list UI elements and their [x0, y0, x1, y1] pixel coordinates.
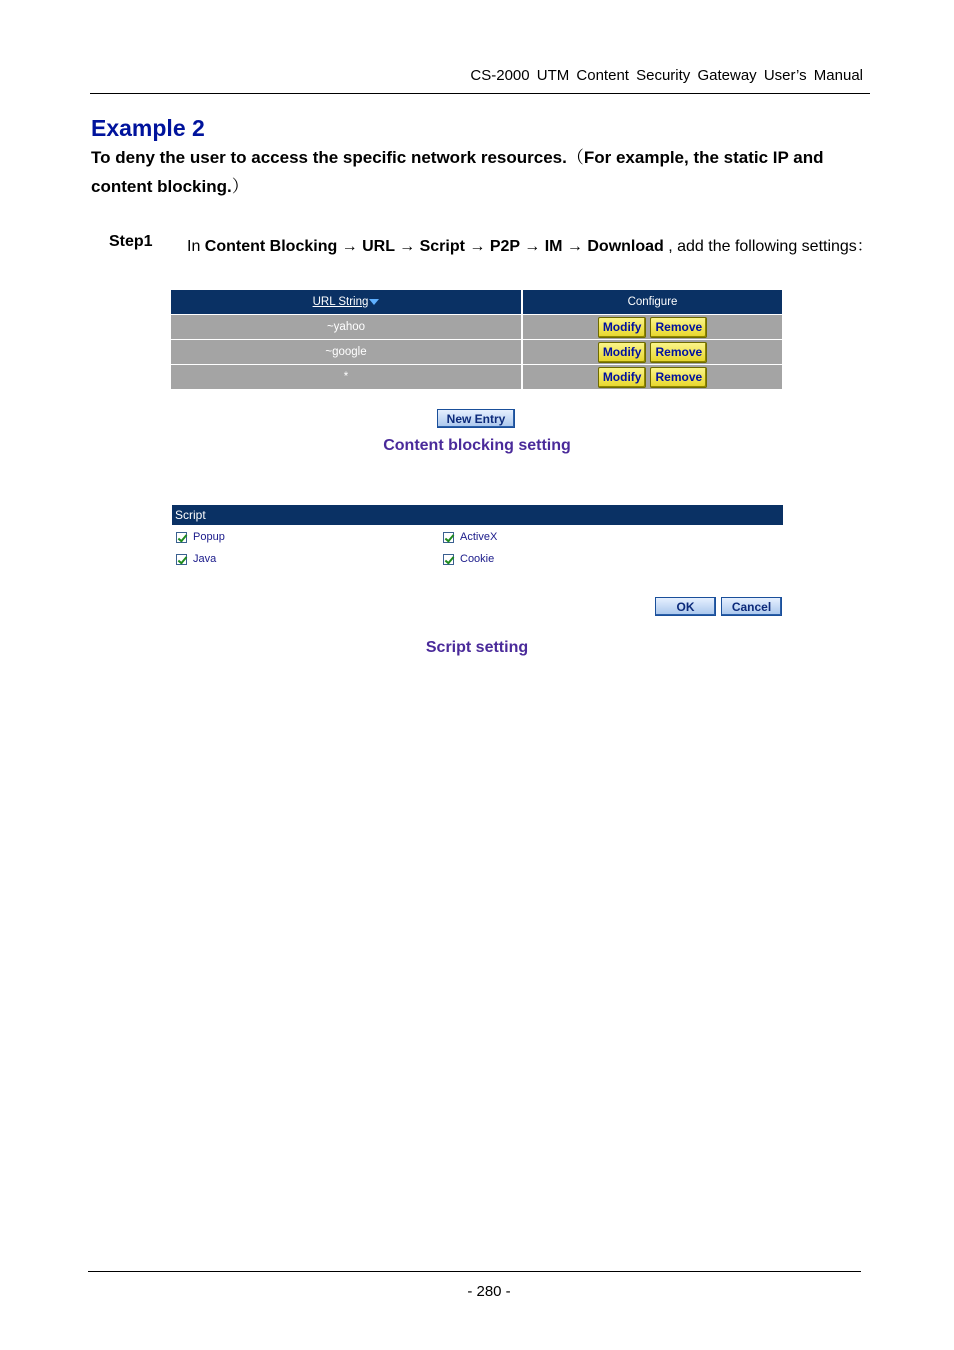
configure-cell	[523, 315, 782, 339]
java-checkbox-item[interactable]	[176, 553, 216, 565]
modify-button[interactable]: Modify	[598, 317, 647, 338]
activex-checkbox[interactable]	[443, 532, 454, 543]
popup-label: Popup	[193, 531, 225, 543]
activex-label: ActiveX	[460, 531, 498, 543]
step-prefix: In	[187, 238, 205, 255]
sort-down-icon[interactable]	[369, 299, 379, 305]
path-content-blocking: Content Blocking	[204, 238, 338, 255]
modify-button[interactable]: Modify	[598, 367, 647, 388]
remove-button[interactable]: Remove	[650, 367, 707, 388]
script-panel-header: Script	[172, 505, 783, 525]
path-url: URL	[362, 238, 395, 255]
configure-cell	[523, 365, 782, 389]
header-divider	[90, 93, 870, 94]
path-arrow: →	[394, 238, 420, 255]
content-blocking-caption: Content blocking setting	[383, 437, 571, 454]
url-string-header-label: URL String	[312, 296, 369, 308]
table-row	[171, 340, 782, 364]
url-string-table	[171, 290, 782, 390]
step-label: Step1	[109, 233, 153, 250]
cookie-checkbox-item[interactable]	[443, 553, 494, 565]
url-string-column-header[interactable]	[171, 290, 521, 314]
intro-paren-close: ）	[231, 177, 249, 196]
table-row	[171, 315, 782, 339]
configure-cell	[523, 340, 782, 364]
path-arrow: →	[519, 238, 545, 255]
script-setting-caption: Script setting	[425, 639, 529, 656]
popup-checkbox-item[interactable]	[176, 531, 225, 543]
page-number: - 280 -	[467, 1283, 511, 1300]
intro-text-1: To deny the user to access the specific network resources.	[91, 148, 567, 167]
path-arrow: →	[562, 238, 588, 255]
manual-header-title: CS-2000 UTM Content Security Gateway User’s Manual	[470, 67, 863, 84]
ok-button[interactable]: OK	[655, 597, 716, 616]
new-entry-button[interactable]: New Entry	[437, 409, 515, 428]
cancel-button[interactable]: Cancel	[721, 597, 782, 616]
url-string-cell: ~google	[171, 340, 521, 364]
example-intro	[91, 143, 871, 201]
cookie-checkbox[interactable]	[443, 554, 454, 565]
remove-button[interactable]: Remove	[650, 342, 707, 363]
path-p2p: P2P	[489, 238, 520, 255]
modify-button[interactable]: Modify	[598, 342, 647, 363]
step-instruction	[187, 233, 873, 256]
step-suffix: , add the following settings：	[663, 238, 873, 255]
table-header-row	[171, 290, 782, 314]
url-string-cell: ~yahoo	[171, 315, 521, 339]
example-title: Example 2	[91, 115, 205, 141]
path-script: Script	[419, 238, 465, 255]
path-im: IM	[544, 238, 563, 255]
cookie-label: Cookie	[460, 553, 495, 565]
activex-checkbox-item[interactable]	[443, 531, 497, 543]
footer-divider	[88, 1271, 861, 1272]
path-download: Download	[587, 238, 664, 255]
intro-paren-open: （	[566, 148, 584, 167]
url-string-cell: *	[171, 365, 521, 389]
path-arrow: →	[337, 238, 363, 255]
configure-column-header: Configure	[523, 290, 782, 314]
java-label: Java	[193, 553, 217, 565]
java-checkbox[interactable]	[176, 554, 187, 565]
remove-button[interactable]: Remove	[650, 317, 707, 338]
table-row	[171, 365, 782, 389]
intro-text-2: For example, the static IP and content blocking.	[91, 148, 824, 196]
popup-checkbox[interactable]	[176, 532, 187, 543]
path-arrow: →	[464, 238, 490, 255]
